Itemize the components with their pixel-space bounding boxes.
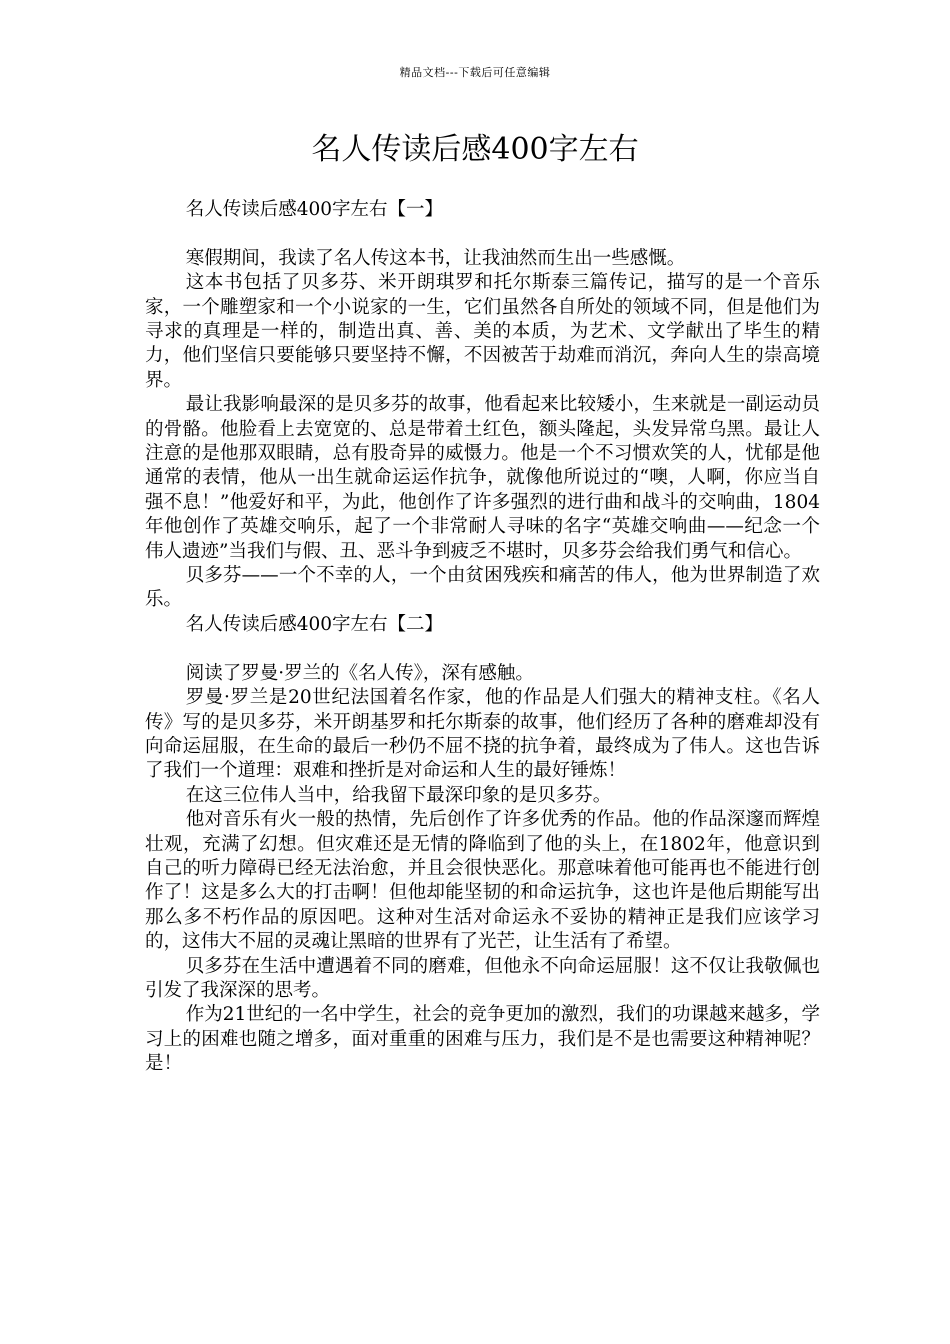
document-body bbox=[145, 198, 820, 1077]
paragraph: 贝多芬在生活中遭遇着不同的磨难，但他永不向命运屈服！这不仅让我敬佩也引发了我深深的思考。 bbox=[145, 955, 820, 1001]
paragraph: 在这三位伟人当中，给我留下最深印象的是贝多芬。 bbox=[185, 784, 612, 806]
paragraph: 他对音乐有火一般的热情，先后创作了许多优秀的作品。他的作品深邃而辉煌壮观，充满了幻想。但灾难还是无情的降临到了他的头上，在1802年，他意识到自己的听力障碍已经无法治愈，并且会很快恶化。那意味着他可能再也不能进行创作了！这是多么大的打击啊！但他却能坚韧的和命运抗争，这也许是他后期能写出那么多不朽作品的原因吧。这种对生活对命运永不妥协的精神正是我们应该学习的，这伟大不屈的灵魂让黑暗的世界有了光芒，让生活有了希望。 bbox=[145, 809, 820, 953]
paragraph: 阅读了罗曼·罗兰的《名人传》，深有感触。 bbox=[185, 662, 534, 684]
section-heading-1: 名人传读后感400字左右【一】 bbox=[185, 199, 443, 220]
paragraph: 作为21世纪的一名中学生，社会的竞争更加的激烈，我们的功课越来越多，学习上的困难也随之增多，面对重重的困难与压力，我们是不是也需要这种精神呢？是！ bbox=[145, 1004, 820, 1075]
paragraph: 最让我影响最深的是贝多芬的故事，他看起来比较矮小，生来就是一副运动员的骨骼。他脸看上去宽宽的、总是带着土红色，额头隆起，头发异常乌黑。最让人注意的是他那双眼睛，总有股奇异的威慑力。他是一个不习惯欢笑的人，忧郁是他通常的表情，他从一出生就命运运作抗争，就像他所说过的“噢，人啊，你应当自强不息！”他爱好和平，为此，他创作了许多强烈的进行曲和战斗的交响曲，1804年他创作了英雄交响乐，起了一个非常耐人寻味的名字“英雄交响曲——纪念一个伟人遗迹”当我们与假、丑、恶斗争到疲乏不堪时，贝多芬会给我们勇气和信心。 bbox=[145, 394, 820, 562]
section-heading-2: 名人传读后感400字左右【二】 bbox=[185, 613, 443, 635]
paragraph: 罗曼·罗兰是20世纪法国着名作家，他的作品是人们强大的精神支柱。《名人传》写的是贝多芬，米开朗基罗和托尔斯泰的故事，他们经历了各种的磨难却没有向命运屈服，在生命的最后一秒仍不屈不挠的抗争着，最终成为了伟人。这也告诉了我们一个道理：艰难和挫折是对命运和人生的最好锤炼！ bbox=[145, 687, 820, 782]
paragraph: 这本书包括了贝多芬、米开朗琪罗和托尔斯泰三篇传记，描写的是一个音乐家，一个雕塑家和一个小说家的一生，它们虽然各自所处的领域不同，但是他们为寻求的真理是一样的，制造出真、善、美的本质，为艺术、文学献出了毕生的精力，他们坚信只要能够只要坚持不懈，不因被苦于劫难而消沉，奔向人生的崇高境界。 bbox=[145, 272, 820, 391]
paragraph: 寒假期间，我读了名人传这本书，让我油然而生出一些感慨。 bbox=[185, 247, 686, 269]
header-note: 精品文档---下载后可任意编辑 bbox=[399, 66, 551, 79]
paragraph: 贝多芬——一个不幸的人，一个由贫困残疾和痛苦的伟人，他为世界制造了欢乐。 bbox=[145, 565, 820, 611]
document-title: 名人传读后感400字左右 bbox=[311, 132, 639, 167]
